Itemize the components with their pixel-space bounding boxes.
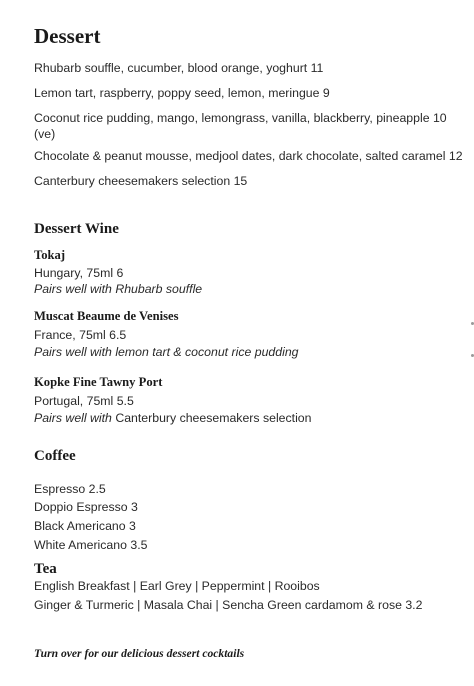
dessert-item-chocolate: Chocolate & peanut mousse, medjool dates, dark chocolate, salted caramel 12 [34,149,463,163]
coffee-item-doppio: Doppio Espresso 3 [34,500,138,514]
wine-pairing-kopke-prefix: Pairs well with [34,411,112,425]
dessert-item-rhubarb: Rhubarb souffle, cucumber, blood orange, yoghurt 11 [34,61,324,75]
wine-pairing-kopke [34,410,312,426]
wine-pairing-tokaj: Pairs well with Rhubarb souffle [34,282,203,296]
coffee-item-black-americano: Black Americano 3 [34,519,136,533]
coffee-item-espresso: Espresso 2.5 [34,482,106,496]
dessert-heading: Dessert [34,24,101,48]
dessert-item-coconut: Coconut rice pudding, mango, lemongrass, vanilla, blackberry, pineapple 10 (ve) [34,111,447,141]
coffee-heading: Coffee [34,448,76,464]
coffee-item-white-americano: White Americano 3.5 [34,538,148,552]
wine-pairing-muscat: Pairs well with lemon tart & coconut rice pudding [34,345,299,359]
tea-heading: Tea [34,561,57,577]
wine-name-kopke: Kopke Fine Tawny Port [34,375,163,389]
wine-detail-muscat: France, 75ml 6.5 [34,328,127,342]
footer-note: Turn over for our delicious dessert cocktails [34,647,245,660]
tea-line-1: English Breakfast | Earl Grey | Peppermint | Rooibos [34,579,320,593]
tea-line-2: Ginger & Turmeric | Masala Chai | Sencha Green cardamom & rose 3.2 [34,598,423,612]
dessert-item-cheese: Canterbury cheesemakers selection 15 [34,174,248,188]
wine-name-muscat: Muscat Beaume de Venises [34,309,179,323]
wine-detail-tokaj: Hungary, 75ml 6 [34,266,124,280]
dessert-wine-heading: Dessert Wine [34,221,119,237]
wine-pairing-kopke-rest: Canterbury cheesemakers selection [111,411,312,425]
wine-name-tokaj: Tokaj [34,248,66,262]
dessert-item-lemon-tart: Lemon tart, raspberry, poppy seed, lemon, meringue 9 [34,86,330,100]
wine-detail-kopke: Portugal, 75ml 5.5 [34,394,134,408]
